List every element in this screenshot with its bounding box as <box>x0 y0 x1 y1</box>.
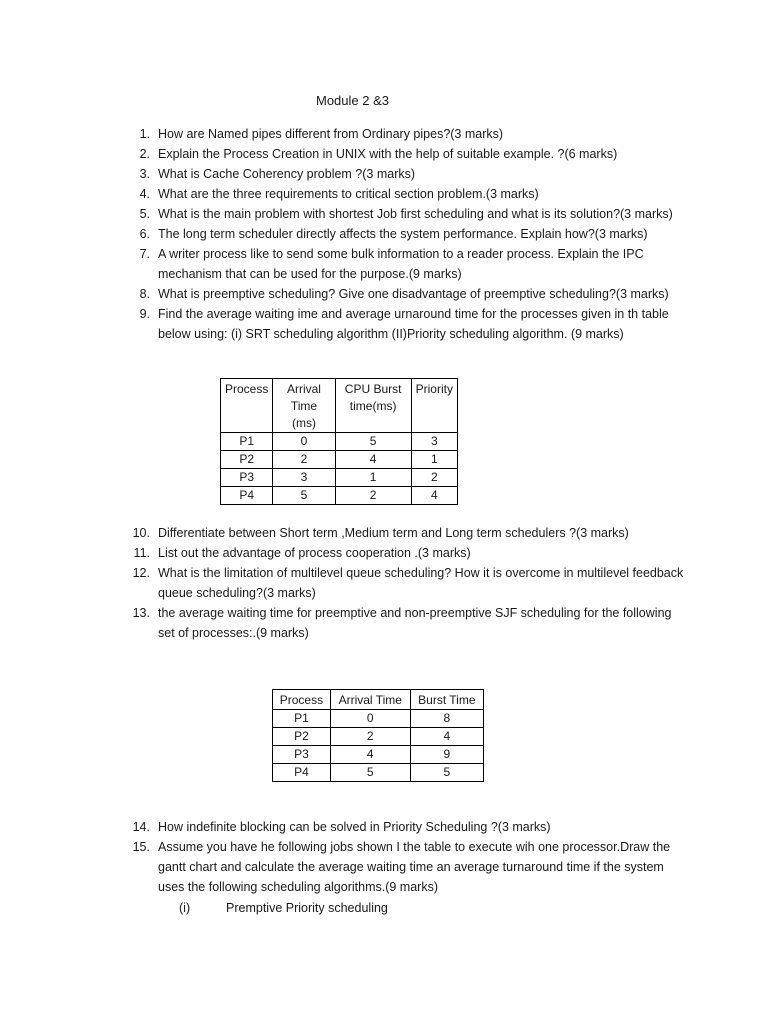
question-number: 9. <box>139 307 150 321</box>
table-cell: 8 <box>410 710 483 728</box>
question-item <box>0 817 768 837</box>
sub-item-text: Premptive Priority scheduling <box>226 901 388 915</box>
table-cell: P1 <box>221 433 273 451</box>
table-cell: 4 <box>330 746 410 764</box>
sub-item-label: (i) <box>179 901 191 915</box>
question-item <box>0 144 768 164</box>
question-text: List out the advantage of process cooperation .(3 marks) <box>158 546 471 560</box>
table-cell: 5 <box>335 433 411 451</box>
table-cell: 2 <box>411 469 457 487</box>
table-cell: 0 <box>330 710 410 728</box>
question-text: Assume you have he following jobs shown I the table to execute wih one processor.Draw the gantt chart and calculate the average waiting time an average turnaround time if the system uses the following scheduling algorithms.(9 marks) <box>158 840 671 894</box>
table-row <box>273 746 484 764</box>
table-header-row <box>221 379 458 433</box>
table-cell: 5 <box>273 487 335 505</box>
table-cell: 3 <box>273 469 335 487</box>
question-item <box>0 603 768 643</box>
table-row <box>221 433 458 451</box>
question-item <box>0 837 768 897</box>
table-cell: 9 <box>410 746 483 764</box>
question-text: What are the three requirements to critical section problem.(3 marks) <box>158 187 539 201</box>
table-cell: P1 <box>273 710 331 728</box>
question-item <box>0 184 768 204</box>
question-number: 7. <box>139 247 150 261</box>
table-cell: P2 <box>221 451 273 469</box>
question-text: the average waiting time for preemptive and non-preemptive SJF scheduling for the following set of processes:.(9 marks) <box>158 606 672 640</box>
question-text: What is preemptive scheduling? Give one disadvantage of preemptive scheduling?(3 marks) <box>158 287 669 301</box>
question-number: 14. <box>132 820 150 834</box>
process-table-priority <box>220 378 458 505</box>
question-item <box>0 224 768 244</box>
question-item <box>0 204 768 224</box>
question-list-part3 <box>0 817 768 897</box>
column-header: Burst Time <box>410 690 483 710</box>
column-header: Priority <box>411 379 457 433</box>
question-text: How indefinite blocking can be solved in Priority Scheduling ?(3 marks) <box>158 820 551 834</box>
table-cell: 2 <box>335 487 411 505</box>
question-number: 12. <box>132 566 150 580</box>
question-number: 11. <box>133 546 150 560</box>
column-header: Process <box>221 379 273 433</box>
question-text: What is the limitation of multilevel queue scheduling? How it is overcome in multilevel feedback queue scheduling?(3 marks) <box>158 566 684 600</box>
question-number: 4. <box>139 187 150 201</box>
table-cell: P4 <box>221 487 273 505</box>
table-cell: 0 <box>273 433 335 451</box>
sub-item <box>179 899 388 917</box>
table-cell: 1 <box>335 469 411 487</box>
table-row <box>221 469 458 487</box>
question-text: The long term scheduler directly affects the system performance. Explain how?(3 marks) <box>158 227 648 241</box>
question-text: What is the main problem with shortest Job first scheduling and what is its solution?(3 marks) <box>158 207 673 221</box>
question-item <box>0 284 768 304</box>
table-cell: 2 <box>330 728 410 746</box>
question-item <box>0 523 768 543</box>
table-row <box>273 710 484 728</box>
table-cell: 2 <box>273 451 335 469</box>
question-number: 6. <box>139 227 150 241</box>
table-row <box>221 487 458 505</box>
question-number: 3. <box>139 167 150 181</box>
table-cell: 4 <box>335 451 411 469</box>
table-cell: 4 <box>410 728 483 746</box>
question-list-part1 <box>0 124 768 344</box>
question-number: 2. <box>139 147 150 161</box>
question-number: 10. <box>132 526 150 540</box>
question-item <box>0 304 768 344</box>
question-item <box>0 164 768 184</box>
question-number: 15. <box>132 840 150 854</box>
table-cell: 1 <box>411 451 457 469</box>
table-cell: 4 <box>411 487 457 505</box>
question-list-part2 <box>0 523 768 643</box>
table-cell: 3 <box>411 433 457 451</box>
question-number: 1. <box>139 127 150 141</box>
table-cell: P3 <box>273 746 331 764</box>
question-item <box>0 124 768 144</box>
question-text: What is Cache Coherency problem ?(3 marks) <box>158 167 416 181</box>
question-text: A writer process like to send some bulk information to a reader process. Explain the IPC mechanism that can be used for the purpose.(9 marks) <box>158 247 644 281</box>
question-text: Differentiate between Short term ,Medium term and Long term schedulers ?(3 marks) <box>158 526 629 540</box>
table-row <box>273 764 484 782</box>
column-header: CPU Burst time(ms) <box>335 379 411 433</box>
table-header-row <box>273 690 484 710</box>
column-header: Process <box>273 690 331 710</box>
process-table-sjf <box>272 689 484 782</box>
question-number: 5. <box>139 207 150 221</box>
question-number: 8. <box>139 287 150 301</box>
table-cell: P2 <box>273 728 331 746</box>
table-cell: 5 <box>410 764 483 782</box>
column-header: Arrival Time <box>330 690 410 710</box>
question-text: Find the average waiting ime and average urnaround time for the processes given in th table below using: (i) SRT scheduling algorithm (II)Priority scheduling algorithm. (9 marks) <box>158 307 669 341</box>
question-number: 13. <box>132 606 150 620</box>
question-item <box>0 543 768 563</box>
question-text: How are Named pipes different from Ordinary pipes?(3 marks) <box>158 127 504 141</box>
table-cell: P3 <box>221 469 273 487</box>
table-row <box>273 728 484 746</box>
question-item <box>0 244 768 284</box>
page-title: Module 2 &3 <box>316 93 389 108</box>
question-item <box>0 563 768 603</box>
column-header: Arrival Time (ms) <box>273 379 335 433</box>
table-row <box>221 451 458 469</box>
question-text: Explain the Process Creation in UNIX with the help of suitable example. ?(6 marks) <box>158 147 618 161</box>
table-cell: 5 <box>330 764 410 782</box>
table-cell: P4 <box>273 764 331 782</box>
